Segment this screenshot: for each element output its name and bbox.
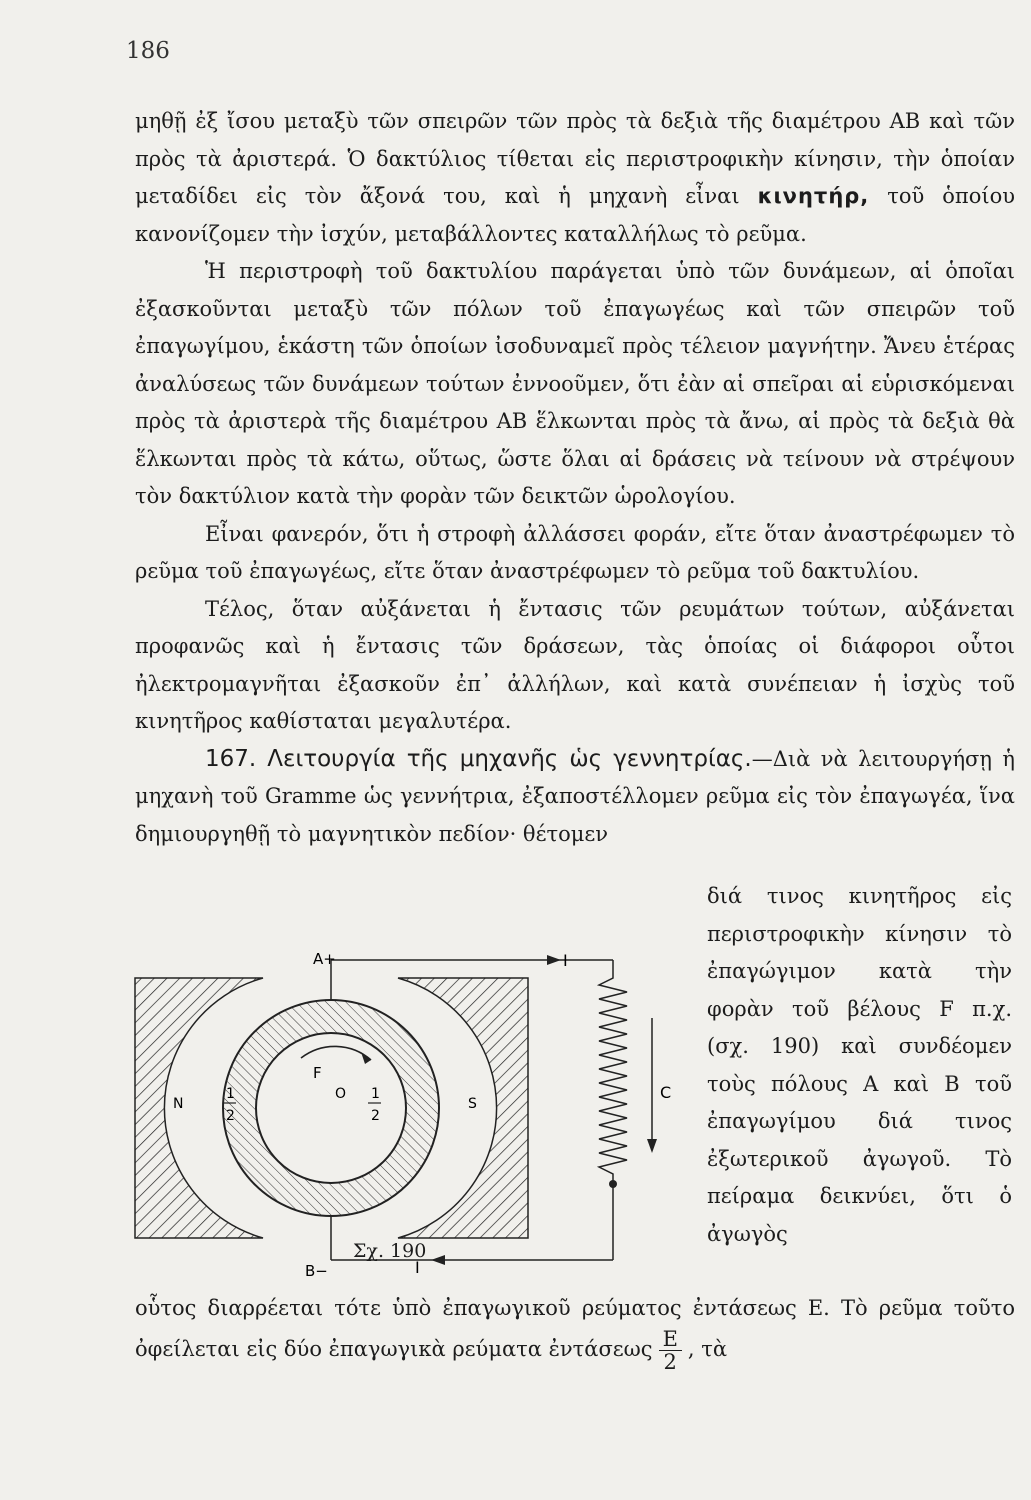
page-number: 186 [126,38,170,64]
bottom-text: οὗτος διαρρέεται τότε ὑπὸ ἐπαγωγικοῦ ρεύματος ἐντάσεως Ε. Τὸ ρεῦμα τοῦτο ὀφείλεται εἰς δύο ἐπαγωγικὰ ρεύματα ἐντάσεως $\frac{E}{2}$ , τὰ [135,1296,1015,1374]
figure-190 [133,948,693,1278]
side-text: διά τινος κινητῆρος εἰς περιστροφικὴν κίνησιν τὸ ἐπαγώγιμον κατὰ τὴν φορὰν τοῦ βέλους F π.χ. (σχ. 190) καὶ συνδέομεν τοὺς πόλους Α καὶ Β τοῦ ἐπαγωγίμου διά τινος ἐξωτερικοῦ ἀγωγοῦ. Τὸ πείραμα δεικνύει, ὅτι ὁ ἀγωγὸς [707,884,1012,1246]
section-167: 167. Λειτουργία τῆς μηχανῆς ὡς γεννητρίας.—Διὰ νὰ λειτουργήσῃ ἡ μηχανὴ τοῦ Gramme ὡς γεννήτρια, ἐξαποστέλλομεν ρεῦμα εἰς τὸν ἐπαγωγέα, ἵνα δημιουργηθῇ τὸ μαγνητικὸν πεδίον· θέτομεν [135,745,1015,846]
label-half-right-den: 2 [371,1108,380,1124]
main-text [135,103,1015,853]
label-half-left-den: 2 [226,1108,235,1124]
label-s: S [468,1096,477,1112]
paragraph-1: μηθῇ ἐξ ἴσου μεταξὺ τῶν σπειρῶν τῶν πρὸς τὰ δεξιὰ τῆς διαμέτρου ΑΒ καὶ τῶν πρὸς τὰ ἀριστερά. Ὁ δακτύλιος τίθεται εἰς περιστροφικὴν κίνησιν, τὴν ὁποίαν μεταδίδει εἰς τὸν ἄξονά του, καὶ ἡ μηχανὴ εἶναι κινητήρ, τοῦ ὁποίου κανονίζομεν τὴν ἰσχύν, μεταβάλλοντες καταλλήλως τὸ ρεῦμα. [135,109,1015,246]
fraction-e-over-2: $\frac{E}{2}$ [659,1328,682,1373]
section-heading: 167. Λειτουργία τῆς μηχανῆς ὡς γεννητρίας. [205,745,752,772]
label-b: B− [305,1262,328,1278]
term-kinitir: κινητήρ, [757,184,870,208]
paragraph-2: Ἡ περιστροφὴ τοῦ δακτυλίου παράγεται ὑπὸ τῶν δυνάμεων, αἱ ὁποῖαι ἐξασκοῦνται μεταξὺ τῶν πόλων τοῦ ἐπαγωγέως καὶ τῶν σπειρῶν τοῦ ἐπαγωγίμου, ἑκάστη τῶν ὁποίων ἰσοδυναμεῖ πρὸς τέλειον μαγνήτην. Ἄνευ ἑτέρας ἀναλύσεως τῶν δυνάμεων τούτων ἐννοοῦμεν, ὅτι ἐὰν αἱ σπεῖραι αἱ εὑρισκόμεναι πρὸς τὰ ἀριστερὰ τῆς διαμέτρου ΑΒ ἕλκωνται πρὸς τὰ ἄνω, αἱ πρὸς τὰ δεξιὰ θὰ ἕλκωνται πρὸς τὰ κάτω, οὕτως, ὥστε ὅλαι αἱ δράσεις νὰ τείνουν νὰ στρέψουν τὸν δακτύλιον κατὰ τὴν φορὰν τῶν δεικτῶν ὡρολογίου. [135,259,1015,508]
paragraph-3: Εἶναι φανερόν, ὅτι ἡ στροφὴ ἀλλάσσει φοράν, εἴτε ὅταν ἀναστρέφωμεν τὸ ρεῦμα τοῦ ἐπαγωγέως, εἴτε ὅταν ἀναστρέφωμεν τὸ ρεῦμα τοῦ δακτυλίου. [135,521,1015,583]
ring-inner [256,1033,406,1183]
label-f: F [313,1064,322,1082]
label-i-top: I [563,951,568,970]
right-column-text [707,878,1012,1253]
label-o: O [335,1086,347,1102]
label-half-left-num: 1 [226,1086,235,1102]
label-i-bottom: I [415,1258,420,1277]
paragraph-4: Τέλος, ὅταν αὐξάνεται ἡ ἔντασις τῶν ρευμάτων τούτων, αὐξάνεται προφανῶς καὶ ἡ ἔντασις τῶν δράσεων, τὰς ὁποίας οἱ διάφοροι οὗτοι ἠλεκτρομαγνῆται ἐξασκοῦν ἐπ᾽ ἀλλήλων, καὶ κατὰ συνέπειαν ἡ ἰσχὺς τοῦ κινητῆρος καθίσταται μεγαλυτέρα. [135,596,1015,733]
label-half-right-num: 1 [371,1086,380,1102]
label-c: C [660,1083,672,1102]
label-n: N [173,1096,184,1112]
figure-caption: Σχ. 190 [353,1240,427,1262]
gramme-machine-diagram [133,948,693,1278]
label-a: A+ [313,950,336,968]
external-conductor [599,960,627,1260]
